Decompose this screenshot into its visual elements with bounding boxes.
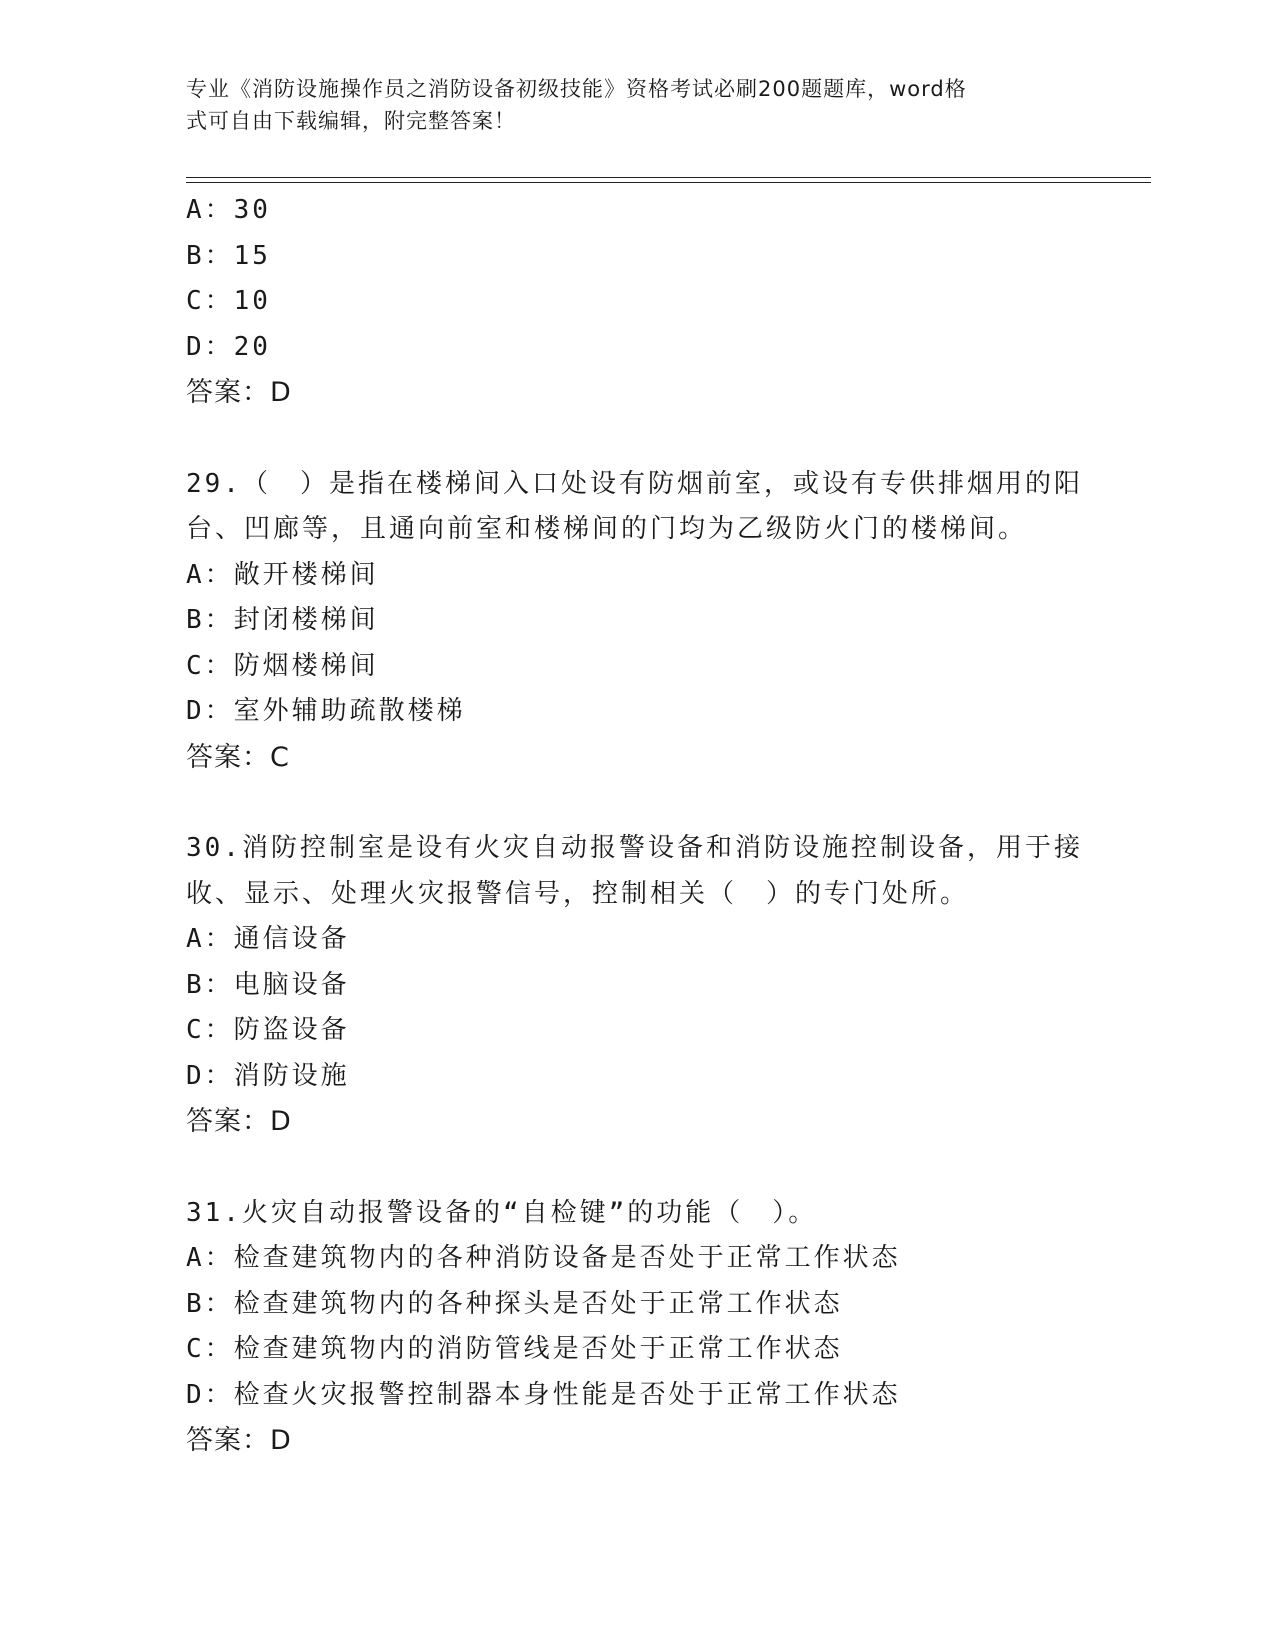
header-line-1: 专业《消防设施操作员之消防设备初级技能》资格考试必刷200题题库，word格 <box>186 77 967 101</box>
option-b: B：检查建筑物内的各种探头是否处于正常工作状态 <box>186 1288 843 1319</box>
answer: 答案：D <box>186 1425 292 1456</box>
header-divider-bottom <box>186 182 1151 183</box>
option-b: B：封闭楼梯间 <box>186 605 379 635</box>
document-header <box>186 73 1066 137</box>
answer: 答案：D <box>186 1106 292 1137</box>
question-stem-continued: 台、凹廊等，且通向前室和楼梯间的门均为乙级防火门的楼梯间。 <box>186 514 1028 544</box>
question-list <box>186 188 1086 1464</box>
option-c: C：防烟楼梯间 <box>186 650 379 681</box>
option-c: C：10 <box>186 286 271 316</box>
spacer <box>186 416 1086 462</box>
option-d: D：检查火灾报警控制器本身性能是否处于正常工作状态 <box>186 1379 901 1410</box>
question-stem: 30.消防控制室是设有火灾自动报警设备和消防设施控制设备，用于接 <box>186 833 1083 863</box>
header-divider-top <box>186 177 1151 178</box>
answer: 答案：C <box>186 741 290 773</box>
option-a: A：通信设备 <box>186 924 350 954</box>
answer: 答案：D <box>186 377 292 408</box>
spacer <box>186 1145 1086 1191</box>
question-31 <box>186 1191 1066 1464</box>
option-a: A：30 <box>186 195 271 225</box>
question-28 <box>186 188 1066 416</box>
option-b: B：15 <box>186 240 271 271</box>
option-d: D：室外辅助疏散楼梯 <box>186 696 466 726</box>
question-stem-continued: 收、显示、处理火灾报警信号，控制相关（ ）的专门处所。 <box>186 878 970 909</box>
question-29 <box>186 462 1083 781</box>
spacer <box>186 780 1086 826</box>
option-a: A：敞开楼梯间 <box>186 559 379 590</box>
question-stem: 29.（ ）是指在楼梯间入口处设有防烟前室，或设有专供排烟用的阳 <box>186 468 1083 499</box>
option-a: A：检查建筑物内的各种消防设备是否处于正常工作状态 <box>186 1243 901 1273</box>
header-line-2: 式可自由下载编辑，附完整答案！ <box>186 109 516 133</box>
option-c: C：防盗设备 <box>186 1015 350 1045</box>
option-b: B：电脑设备 <box>186 969 350 1000</box>
question-stem: 31.火灾自动报警设备的“自检键”的功能（ ）。 <box>186 1197 818 1228</box>
option-d: D：消防设施 <box>186 1060 350 1091</box>
option-d: D：20 <box>186 331 271 362</box>
option-c: C：检查建筑物内的消防管线是否处于正常工作状态 <box>186 1334 843 1364</box>
question-30 <box>186 826 1083 1145</box>
